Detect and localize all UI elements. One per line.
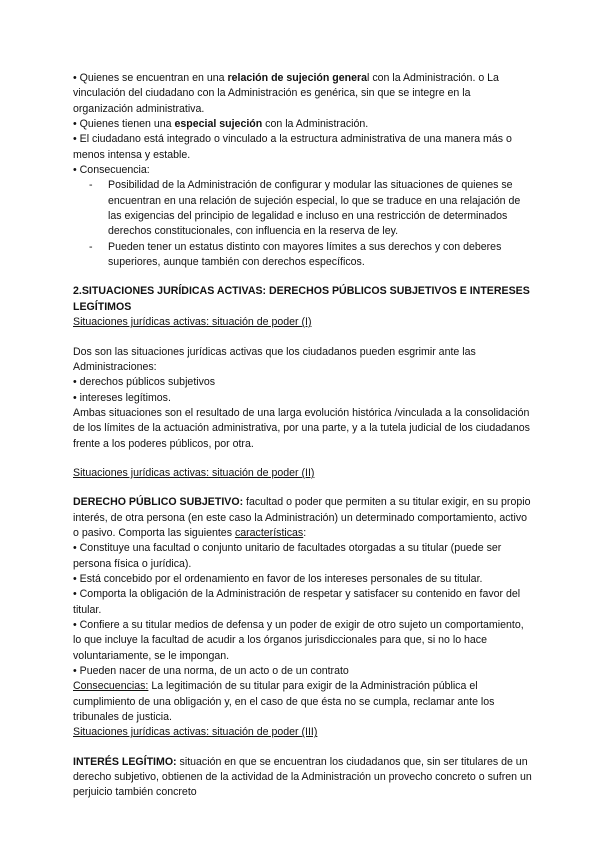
legitimate-interest-definition: [73, 755, 533, 801]
underlined-text: características: [234, 526, 304, 539]
characteristic-4: • Confiere a su titular medios de defensa y un poder de exigir de otro sujeto un comportamiento, lo que incluye la facultad de acudir a los órganos jurisdiccionales para que, si no lo hace voluntariamente, se le impongan.: [73, 618, 533, 664]
intro-paragraph: Dos son las situaciones jurídicas activas que los ciudadanos pueden esgrimir ante las Administraciones:: [73, 345, 476, 373]
bullet-general-subjection: [73, 71, 533, 117]
text: Quienes se encuentran en una: [79, 72, 228, 84]
subheading-power-1: Situaciones jurídicas activas: situación de poder (I): [73, 316, 312, 329]
text: situación en que se encuentran los ciudadanos que, sin ser titulares de un derecho subjetivo, obtienen de la actividad de la Administración un provecho concreto o sufren un perjuicio también concreto: [73, 755, 532, 799]
consequences-paragraph: [73, 679, 533, 725]
dash-marker: -: [89, 240, 93, 253]
dash-marker: -: [89, 179, 93, 192]
text: l con la Administración. o La vinculación del ciudadano con la Administración es genérica, sin que se integre en la organización administrativa.: [73, 72, 499, 115]
subjective-right-definition: [73, 495, 533, 541]
spacer: [73, 481, 533, 495]
bullet-citizen-integrated: • El ciudadano está integrado o vinculado a la estructura administrativa de una manera más o menos intensa y estable.: [73, 132, 533, 163]
consequence-list: [73, 178, 533, 270]
text: Quienes tienen una: [79, 118, 175, 131]
characteristic-1: • Constituye una facultad o conjunto unitario de facultades otorgadas a su titular (puede ser persona física o jurídica).: [73, 541, 533, 572]
bullet-special-subjection: [73, 117, 533, 132]
text: La legitimación de su titular para exigir de la Administración pública el cumplimiento de una obligación y, en el caso de que ésta no se cumpla, reclamar ante los tribunales de justicia.: [73, 680, 495, 724]
bullet-consequence: • Consecuencia:: [73, 163, 533, 178]
bold-text: INTERÉS LEGÍTIMO:: [73, 755, 177, 768]
document-page: [73, 71, 533, 801]
spacer: [73, 331, 533, 345]
characteristic-5: • Pueden nacer de una norma, de un acto o de un contrato: [73, 664, 533, 679]
bold-text: especial sujeción: [174, 118, 263, 131]
consequence-item-1: [73, 178, 533, 239]
characteristic-3: • Comporta la obligación de la Administración de respetar y satisfacer su contenido en favor del titular.: [73, 587, 533, 618]
text: con la Administración.: [262, 118, 369, 131]
bold-text: relación de sujeción genera: [227, 72, 368, 84]
consequence-item-2: [73, 240, 533, 271]
text: Pueden tener un estatus distinto con mayores límites a sus derechos y con deberes superiores, aunque también con derechos específicos.: [108, 240, 502, 269]
section-heading: 2.SITUACIONES JURÍDICAS ACTIVAS: DERECHOS PÚBLICOS SUBJETIVOS E INTERESES LEGÍTIMOS: [73, 285, 530, 313]
spacer: [73, 452, 533, 466]
characteristic-2: • Está concebido por el ordenamiento en favor de los intereses personales de su titular.: [73, 572, 533, 587]
bullet-public-rights: • derechos públicos subjetivos: [73, 375, 533, 390]
underlined-text: Consecuencias:: [73, 680, 149, 693]
bold-text: DERECHO PÚBLICO SUBJETIVO:: [73, 496, 244, 509]
subheading-power-3: Situaciones jurídicas activas: situación de poder (III): [73, 726, 318, 739]
both-situations-paragraph: Ambas situaciones son el resultado de una larga evolución histórica /vinculada a la consolidación de los límites de la actuación administrativa, por una parte, y a la tutela judicial de los ciudadanos frente a los poderes públicos, por otra.: [73, 406, 530, 450]
text: :: [303, 526, 307, 539]
subheading-power-2: Situaciones jurídicas activas: situación de poder (II): [73, 466, 315, 479]
text: facultad o poder que permiten a su titular exigir, en su propio interés, de otra persona (en este caso la Administración) un determinado comportamiento, activo o pasivo. Comporta las siguientes: [73, 496, 531, 539]
spacer: [73, 741, 533, 755]
text: Posibilidad de la Administración de configurar y modular las situaciones de quienes se encuentran en una relación de sujeción especial, lo que se traduce en una relajación de las exigencias del principio de legalidad e incluso en una restricción de determinados derechos constitucionales, con influencia en la reserva de ley.: [108, 179, 521, 238]
bullet-legitimate-interests: • intereses legítimos.: [73, 391, 533, 406]
